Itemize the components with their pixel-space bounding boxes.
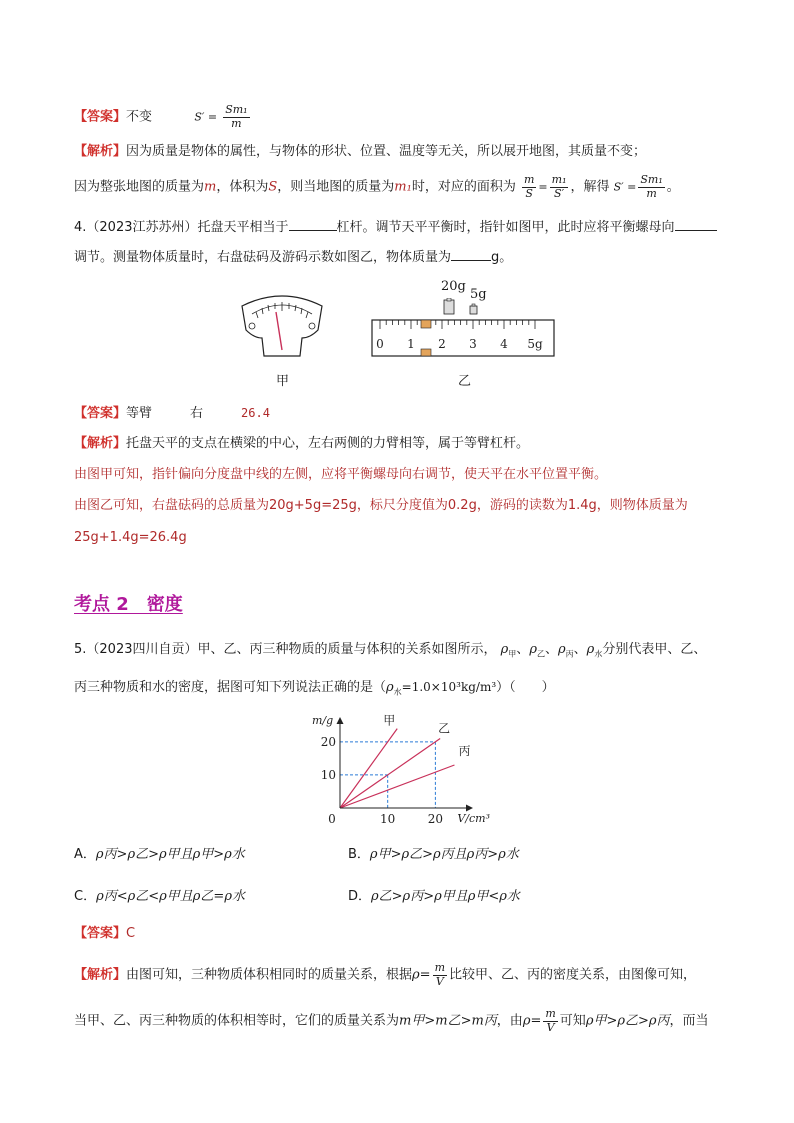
y-axis-label: m/g — [312, 714, 334, 727]
ruler-label: 2 — [438, 337, 446, 351]
figure-jia-label: 甲 — [276, 374, 290, 389]
series-label: 乙 — [438, 721, 451, 736]
ruler-label: 0 — [376, 337, 384, 351]
figure-jia-dial — [238, 292, 326, 360]
series-label: 甲 — [383, 713, 396, 728]
series-line — [340, 729, 397, 808]
weight-5g-icon — [470, 306, 477, 314]
analysis-4-line-3: 由图乙可知，右盘砝码的总质量为20g+5g=25g，标尺分度值为0.2g，游码的读数为1.4g，则物体质量为 — [74, 498, 688, 513]
formula-fraction: $\frac{\text{Sm₁}}{m}$ — [225, 103, 248, 130]
analysis-4-line-2: 由图甲可知，指针偏向分度盘中线的左侧，应将平衡螺母向右调节，使天平在水平位置平衡。 — [74, 467, 608, 482]
x-tick-label: 10 — [380, 812, 396, 826]
question-5-line-2: 丙三种物质和水的密度，据图可知下列说法正确的是$(\rho_水=1.0\times 10^3kg/m^3)$（ ） — [74, 680, 555, 697]
question-4-line-2: 调节。测量物体质量时，右盘砝码及游码示数如图乙，物体质量为 g。 — [74, 250, 513, 265]
analysis-5-line-2: 当甲、乙、丙三种物质的体积相等时，它们的质量关系为m甲>m乙>m丙，由ρ= $\frac{m}{V}$ 可知ρ甲>ρ乙>ρ丙，而当 — [74, 1007, 709, 1034]
weight-5g-label: 5g — [470, 287, 487, 302]
analysis-tag: 【解析】 — [74, 144, 127, 159]
answer-text: 不变 — [126, 109, 153, 125]
answer-1 — [74, 104, 252, 130]
x-tick-label: 0 — [328, 812, 336, 826]
series-label: 丙 — [458, 744, 471, 758]
x-tick-label: 20 — [427, 812, 444, 826]
figure-yi-label: 乙 — [458, 374, 472, 389]
weight-20g-icon — [444, 300, 454, 314]
analysis-5-line-1: 【解析】由图可知，三种物质体积相同时的质量关系，根据ρ= $\frac{m}{V}$ 比较甲、乙、丙的密度关系，由图像可知， — [74, 961, 697, 988]
x-axis-label: V/cm³ — [457, 812, 490, 825]
figure-yi-ruler — [370, 298, 556, 364]
analysis-1-line-2: 因为整张地图的质量为m，体积为S，则当地图的质量为m₁时，对应的面积为 $\frac{m}{S}$ = $\frac{\text{m₁}}{S'}$ ，解得 S′ = $\frac{\text{Sm₁}}{m}$ 。 — [74, 173, 680, 200]
option-b[interactable]: B．ρ甲>ρ乙>ρ丙且ρ丙>ρ水 — [348, 847, 519, 862]
option-c[interactable]: C．ρ丙<ρ乙<ρ甲且ρ乙=ρ水 — [74, 889, 245, 904]
ruler-label: 4 — [500, 337, 508, 351]
ruler-label: 5g — [527, 337, 543, 351]
fraction-m-s: $\frac{m}{S}$ — [523, 173, 535, 200]
question-5-line-1: 5.（2023四川自贡）甲、乙、丙三种物质的质量与体积的关系如图所示， $\rho_甲$、$\rho_乙$、$\rho_丙$、$\rho_水$分别代表甲、乙、 — [74, 642, 707, 659]
ruler-label: 3 — [469, 337, 477, 351]
fraction-result: $\frac{\text{Sm₁}}{m}$ — [640, 173, 663, 200]
answer-4: 【答案】等臂 右 26.4 — [74, 406, 270, 421]
weight-20g-label: 20g — [441, 279, 466, 294]
option-d[interactable]: D．ρ乙>ρ丙>ρ甲且ρ甲<ρ水 — [348, 889, 520, 904]
series-line — [340, 739, 440, 808]
analysis-4-line-1: 【解析】托盘天平的支点在横梁的中心，左右两侧的力臂相等，属于等臂杠杆。 — [74, 436, 530, 451]
option-a[interactable]: A．ρ丙>ρ乙>ρ甲且ρ甲>ρ水 — [74, 847, 245, 862]
answer-tag: 【答案】 — [74, 109, 127, 125]
formula-lhs: S′ = — [194, 110, 218, 124]
answer-5: 【答案】C — [74, 926, 136, 941]
section-title: 考点 2 密度 — [74, 594, 183, 615]
y-tick-label: 10 — [320, 767, 336, 782]
analysis-1-line-1: 【解析】因为质量是物体的属性，与物体的形状、位置、温度等无关，所以展开地图，其质量不变； — [74, 144, 647, 159]
series-line — [340, 765, 454, 808]
y-tick-label: 20 — [320, 734, 336, 749]
rider — [421, 320, 431, 328]
analysis-4-line-4: 25g+1.4g=26.4g — [74, 530, 187, 545]
fraction-m1-s: $\frac{\text{m₁}}{S'}$ — [551, 173, 567, 200]
mass-volume-chart — [304, 712, 494, 828]
question-4-line-1: 4.（2023江苏苏州）托盘天平相当于 杠杆。调节天平平衡时，指针如图甲，此时应将平衡螺母向 — [74, 218, 717, 236]
ruler-label: 1 — [407, 337, 415, 351]
